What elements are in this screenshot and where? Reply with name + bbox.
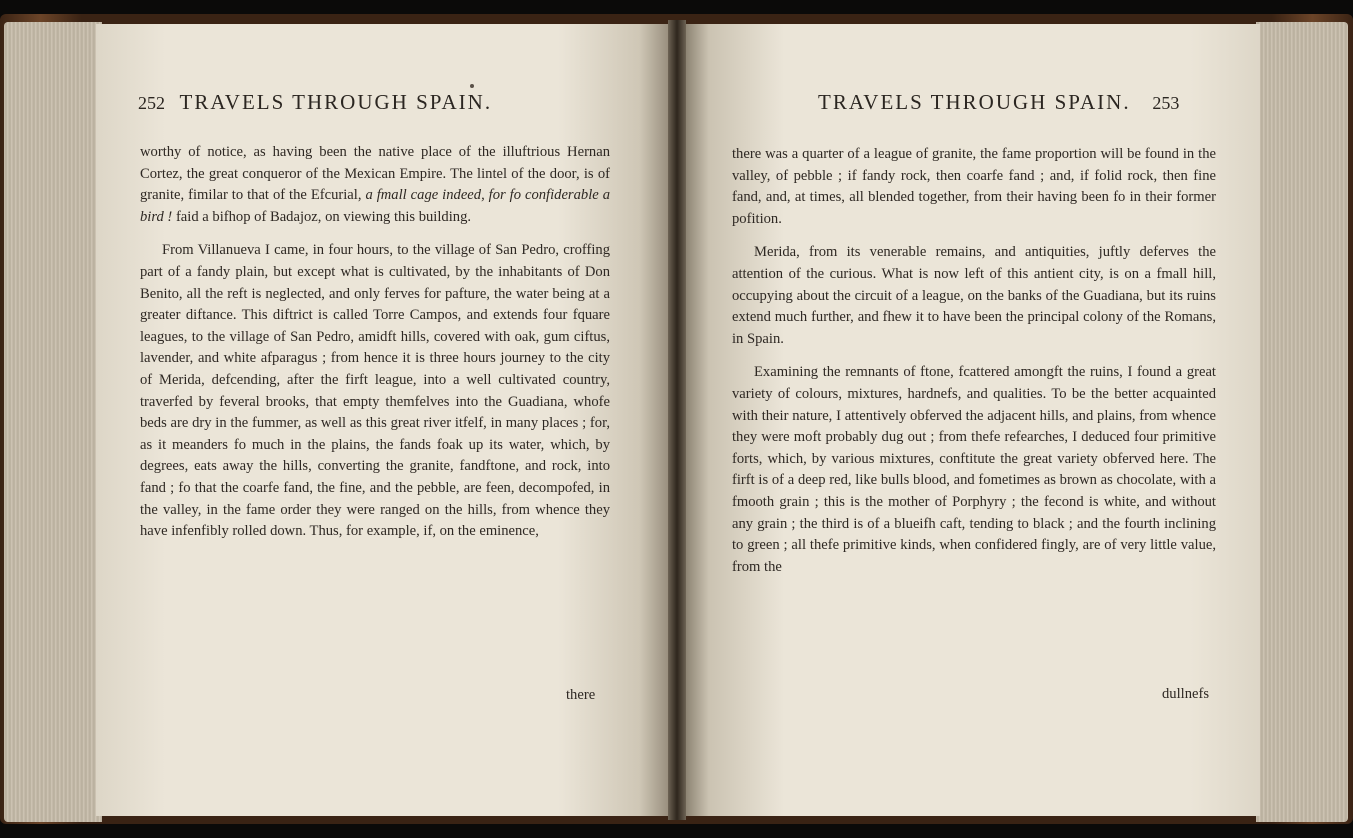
right-catchword: dullnefs xyxy=(1162,686,1210,702)
right-paragraph-1: there was a quarter of a league of granite, the fame proportion will be found in the valley, of pebble ; if fandy rock, then coarfe fand ; and, if folid rock, then fine fand, and, at times, all blended together, from their having been fo in their former pofition. xyxy=(732,146,1216,227)
right-running-head: TRAVELS THROUGH SPAIN. xyxy=(818,90,1131,114)
book-gutter xyxy=(668,20,686,820)
left-paragraph-1-text-b: faid a bifhop of Badajoz, on viewing this building. xyxy=(172,208,472,225)
right-paragraph-2: Merida, from its venerable remains, and antiquities, juftly deferves the attention of the curious. What is now left of this antient city, is on a fmall hill, occupying about the circuit of a league, on the banks of the Guadiana, but its ruins extend much further, and fhew it to have been the principal colony of the Romans, in Spain. xyxy=(732,244,1216,347)
left-paragraph-1-quote: a fmall cage indeed, for fo confiderable a bird ! xyxy=(140,187,610,225)
right-page-edges xyxy=(1256,22,1348,822)
left-catchword: there xyxy=(566,687,596,703)
left-page-number: 252 xyxy=(138,93,165,113)
left-paragraph-2: From Villanueva I came, in four hours, to the village of San Pedro, croffing part of a fandy plain, but except what is cultivated, by the inhabitants of Don Benito, all the reft is neglected, and only ferves for pafture, the water being at a greater diftance. This diftrict is called Torre Campos, and extends four fquare leagues, to the village of San Pedro, amidft hills, covered with oak, gum ciftus, lavender, and white afparagus ; from hence it is three hours journey to the city of Merida, defcending, after the firft league, into a well cultivated country, traverfed by feveral brooks, that empty themfelves into the Guadiana, whofe beds are dry in the fummer, as well as this great river itfelf, in many places ; for, as it meanders fo much in the plains, the fands foak up its water, which, by degrees, eats away the hills, converting the granite, fandftone, and rock, into fand ; fo that the coarfe fand, the fine, and the pebble, are feen, decompofed, in the valley, in the fame order they were ranged on the hills, from whence they have infenfibly rolled down. Thus, for example, if, on the eminence, xyxy=(140,242,610,540)
left-page-header xyxy=(138,90,492,115)
left-page-body xyxy=(140,142,610,543)
left-paragraph-1 xyxy=(140,142,610,228)
ink-speck xyxy=(470,84,474,88)
right-page-number: 253 xyxy=(1152,93,1180,113)
left-page-edges xyxy=(4,22,102,822)
left-running-head: TRAVELS THROUGH SPAIN. xyxy=(179,90,493,114)
left-paragraph-1-text-a: worthy of notice, as having been the native place of the illuftrious Hernan Cortez, the great conqueror of the Mexican Empire. The lintel of the door, is of granite, fimilar to that of the Efcurial, xyxy=(140,144,610,204)
right-page-body xyxy=(732,144,1216,578)
right-page-header xyxy=(818,90,1179,115)
right-paragraph-3: Examining the remnants of ftone, fcattered amongft the ruins, I found a great variety of colours, mixtures, hardnefs, and qualities. To be the better acquainted with their nature, I attentively obferved the adjacent hills, and plains, from whence they were moft probably dug out ; from thefe refearches, I deduced four primitive forts, which, by various mixtures, conftitute the great variety obferved here. The firft is of a deep red, like bulls blood, and fometimes as brown as chocolate, with a fmooth grain ; this is the mother of Porphyry ; the fecond is white, and without any grain ; the third is of a blueifh caft, tending to black ; and the fourth inclining to green ; all thefe primitive kinds, when confidered fingly, are of very little value, from the xyxy=(732,364,1216,575)
